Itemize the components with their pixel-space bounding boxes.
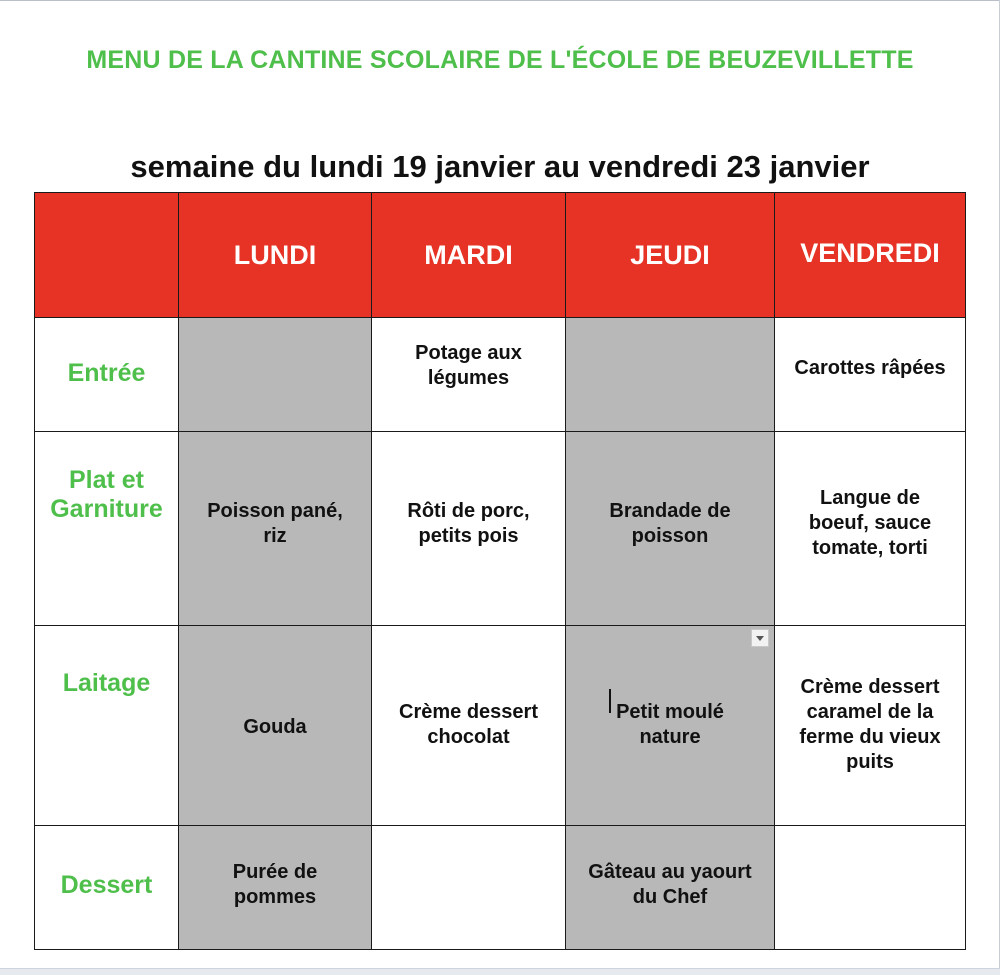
week-heading: semaine du lundi 19 janvier au vendredi 23 janvier (130, 149, 870, 184)
row-label-text: Plat et Garniture (50, 465, 163, 523)
row-laitage (35, 626, 966, 826)
cell-plat-vendredi[interactable] (775, 432, 966, 626)
header-day-jeudi[interactable]: JEUDI (566, 193, 775, 318)
cell-laitage-lundi[interactable]: Gouda (179, 626, 372, 826)
cell-text: Brandade de poisson (609, 499, 731, 547)
cell-text: Gâteau au yaourt du Chef (588, 860, 752, 908)
row-label-dessert[interactable]: Dessert (35, 826, 179, 950)
cell-dessert-vendredi[interactable] (775, 826, 966, 950)
window-bottom-strip (0, 968, 1000, 975)
cell-laitage-vendredi[interactable] (775, 626, 966, 826)
row-label-plat[interactable] (35, 432, 179, 626)
header-corner-cell[interactable] (35, 193, 179, 318)
cell-dessert-jeudi[interactable] (566, 826, 775, 950)
cell-plat-lundi[interactable] (179, 432, 372, 626)
header-row (35, 193, 966, 318)
cell-laitage-jeudi[interactable] (566, 626, 775, 826)
row-plat (35, 432, 966, 626)
window-top-border (0, 0, 1000, 1)
cell-dessert-lundi[interactable] (179, 826, 372, 950)
row-dessert (35, 826, 966, 950)
cell-plat-jeudi[interactable] (566, 432, 775, 626)
cell-text: Potage aux légumes (415, 341, 522, 389)
cell-text: Langue de boeuf, sauce tomate, torti (808, 487, 932, 559)
cell-dessert-mardi[interactable] (372, 826, 566, 950)
cell-plat-mardi[interactable] (372, 432, 566, 626)
cell-entree-mardi[interactable] (372, 318, 566, 432)
dropdown-arrow-icon[interactable] (751, 629, 769, 647)
text-cursor (609, 689, 611, 713)
row-entree (35, 318, 966, 432)
row-label-entree[interactable]: Entrée (35, 318, 179, 432)
menu-table (34, 192, 966, 950)
cell-text: Poisson pané, riz (207, 499, 343, 547)
header-day-lundi[interactable]: LUNDI (179, 193, 372, 318)
cell-text: Crème dessert chocolat (399, 700, 538, 748)
cell-text: Purée de pommes (232, 860, 318, 908)
cell-text: Crème dessert caramel de la ferme du vieux puits (799, 675, 941, 773)
cell-text: Petit moulé nature (616, 700, 724, 748)
header-day-vendredi[interactable]: VENDREDI (775, 193, 966, 318)
cell-laitage-mardi[interactable] (372, 626, 566, 826)
row-label-laitage[interactable]: Laitage (35, 626, 179, 826)
document-title: MENU DE LA CANTINE SCOLAIRE DE L'ÉCOLE DE BEUZEVILLETTE (86, 46, 914, 74)
cell-entree-lundi[interactable] (179, 318, 372, 432)
cell-text: Rôti de porc, petits pois (407, 499, 530, 547)
header-day-mardi[interactable]: MARDI (372, 193, 566, 318)
cell-entree-vendredi[interactable]: Carottes râpées (775, 318, 966, 432)
cell-entree-jeudi[interactable] (566, 318, 775, 432)
